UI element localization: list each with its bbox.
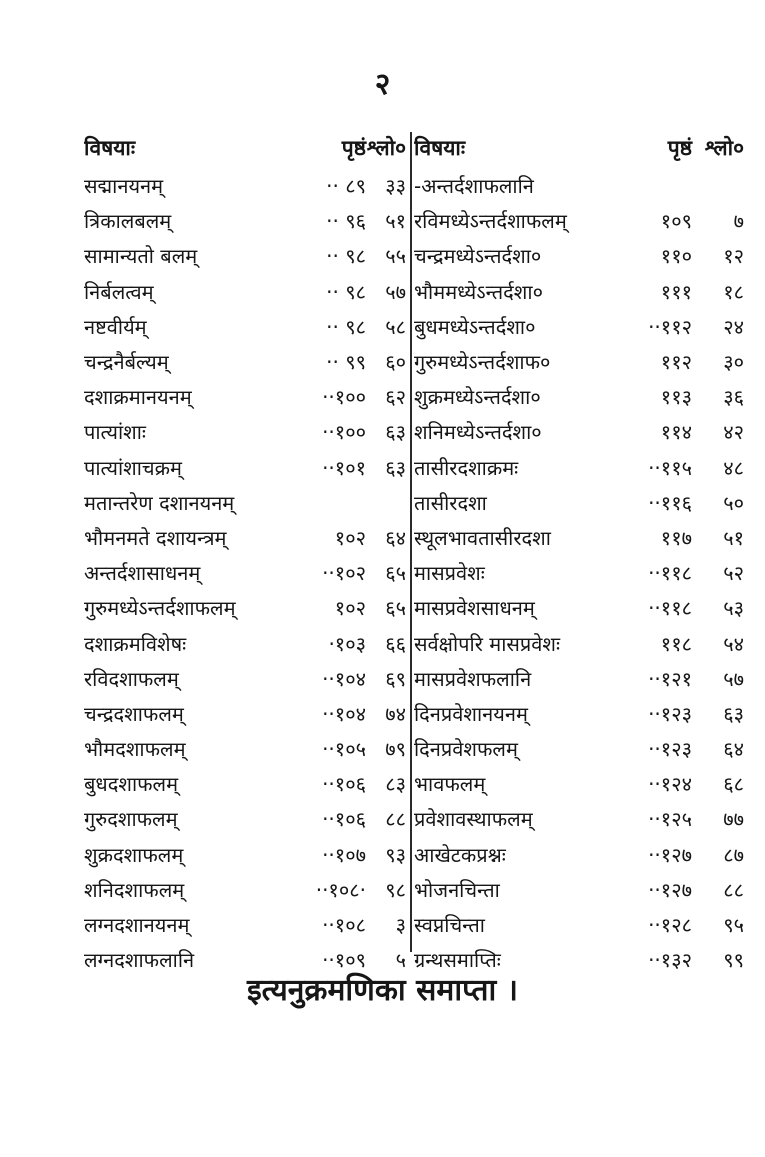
toc-page: ·· ९८ xyxy=(326,279,366,304)
left-header-row xyxy=(84,128,406,168)
toc-row xyxy=(414,731,744,766)
toc-sloka: ६२ xyxy=(385,385,406,410)
toc-page: ११० xyxy=(660,244,692,269)
toc-topic: मासप्रवेशफलानि xyxy=(414,666,532,691)
toc-sloka: ६५ xyxy=(385,561,406,586)
toc-sloka: ५८ xyxy=(385,314,406,339)
toc-sloka: ८७ xyxy=(723,842,744,867)
toc-topic: पात्यांशाचक्रम् xyxy=(84,455,182,480)
toc-sloka: ५१ xyxy=(385,209,406,234)
toc-sloka: ५४ xyxy=(723,631,744,656)
right-rows xyxy=(414,168,744,977)
toc-page: ··११५ xyxy=(648,455,692,480)
toc-sloka: ६९ xyxy=(385,666,406,691)
toc-row xyxy=(84,309,406,344)
toc-topic: सामान्यतो बलम् xyxy=(84,244,198,269)
toc-topic: मासप्रवेशः xyxy=(414,561,485,586)
toc-sloka: ३ xyxy=(395,913,406,938)
toc-row xyxy=(84,485,406,520)
toc-page: १०९ xyxy=(660,209,692,234)
toc-page: १११ xyxy=(660,279,692,304)
toc-topic: अन्तर्दशासाधनम् xyxy=(84,561,201,586)
toc-topic: बुधमध्येऽन्तर्दशा० xyxy=(414,314,536,339)
toc-topic: नष्टवीर्यम् xyxy=(84,314,147,339)
toc-page: ··१०० xyxy=(322,385,366,410)
toc-topic: -अन्तर्दशाफलानि xyxy=(414,174,534,199)
toc-page: ··१०७ xyxy=(322,842,366,867)
toc-sloka: ६८ xyxy=(723,772,744,797)
toc-topic: भौमनमते दशायन्त्रम् xyxy=(84,525,227,550)
toc-sloka: ५७ xyxy=(385,279,406,304)
toc-topic: प्रवेशावस्थाफलम् xyxy=(414,807,533,832)
toc-topic: गुरुमध्येऽन्तर्दशाफ० xyxy=(414,350,551,375)
toc-page: ·१०३ xyxy=(328,631,366,656)
page-number: २ xyxy=(374,67,391,102)
toc-row xyxy=(84,168,406,203)
toc-sloka: ५५ xyxy=(385,244,406,269)
toc-page: ·· ९६ xyxy=(326,209,366,234)
toc-page: ··१२१ xyxy=(648,666,692,691)
toc-sloka: ७७ xyxy=(723,807,744,832)
toc-topic: भोजनचिन्ता xyxy=(414,877,500,902)
toc-page: ११७ xyxy=(660,525,692,550)
toc-sloka: ५० xyxy=(723,490,744,515)
toc-sloka: ३३ xyxy=(385,174,406,199)
toc-sloka: ३६ xyxy=(723,385,744,410)
toc-topic: रविमध्येऽन्तर्दशाफलम् xyxy=(414,209,567,234)
toc-page: ··१२३ xyxy=(648,737,692,762)
toc-row xyxy=(414,766,744,801)
toc-topic: सद्मानयनम् xyxy=(84,174,164,199)
toc-page: ११३ xyxy=(660,385,692,410)
toc-topic: दशाक्रमविशेषः xyxy=(84,631,187,656)
right-column xyxy=(414,128,744,977)
column-divider xyxy=(410,132,412,952)
toc-page: ·· ८९ xyxy=(326,174,366,199)
toc-page: ··१०० xyxy=(322,420,366,445)
toc-sloka: २४ xyxy=(723,314,744,339)
toc-row xyxy=(84,625,406,660)
toc-row xyxy=(84,766,406,801)
toc-topic: दशाक्रमानयनम् xyxy=(84,385,192,410)
toc-row xyxy=(84,414,406,449)
toc-row xyxy=(414,309,744,344)
toc-page: ··११८ xyxy=(648,561,692,586)
toc-row xyxy=(414,837,744,872)
toc-topic: निर्बलत्वम् xyxy=(84,279,154,304)
toc-topic: शुक्रमध्येऽन्तर्दशा० xyxy=(414,385,541,410)
toc-topic: स्थूलभावतासीरदशा xyxy=(414,525,551,550)
toc-page: ··१२७ xyxy=(648,842,692,867)
toc-row xyxy=(414,274,744,309)
toc-topic: दिनप्रवेशानयनम् xyxy=(414,701,528,726)
toc-page: ११४ xyxy=(660,420,692,445)
toc-sloka: ६३ xyxy=(385,455,406,480)
toc-row xyxy=(84,555,406,590)
toc-page: ··१३२ xyxy=(648,948,692,973)
right-header-row xyxy=(414,128,744,168)
toc-page: १०२ xyxy=(334,525,366,550)
toc-sloka: १८ xyxy=(723,279,744,304)
toc-page: ··१०२ xyxy=(322,561,366,586)
toc-page: ··१०६ xyxy=(322,772,366,797)
toc-page: ·· ९८ xyxy=(326,244,366,269)
toc-row xyxy=(414,414,744,449)
toc-page: ११८ xyxy=(660,631,692,656)
toc-topic: पात्यांशाः xyxy=(84,420,146,445)
toc-topic: भावफलम् xyxy=(414,772,486,797)
toc-sloka: ९९ xyxy=(723,948,744,973)
toc-row xyxy=(84,590,406,625)
toc-page: ··१२५ xyxy=(648,807,692,832)
toc-row xyxy=(84,344,406,379)
toc-page: ··१२७ xyxy=(648,877,692,902)
toc-sloka: ९८ xyxy=(385,877,406,902)
left-page-header: पृष्ठं xyxy=(341,136,366,160)
toc-row xyxy=(414,625,744,660)
toc-sloka: ७ xyxy=(733,209,744,234)
toc-page: ··१०४ xyxy=(322,701,366,726)
left-column xyxy=(84,128,406,977)
toc-sloka: ८८ xyxy=(385,807,406,832)
toc-page: ··१०१ xyxy=(322,455,366,480)
toc-page: १०२ xyxy=(334,596,366,621)
toc-row xyxy=(414,907,744,942)
toc-page: ··११६ xyxy=(648,490,692,515)
toc-topic: गुरुदशाफलम् xyxy=(84,807,178,832)
toc-topic: भौमदशाफलम् xyxy=(84,737,186,762)
toc-topic: भौममध्येऽन्तर्दशा० xyxy=(414,279,543,304)
toc-sloka: ९५ xyxy=(723,913,744,938)
toc-topic: लग्नदशाफलानि xyxy=(84,948,195,973)
toc-sloka: ३० xyxy=(723,350,744,375)
toc-topic: लग्नदशानयनम् xyxy=(84,913,190,938)
right-topic-header: विषयाः xyxy=(414,136,466,160)
toc-sloka: ५७ xyxy=(723,666,744,691)
toc-sloka: ५१ xyxy=(723,525,744,550)
toc-row xyxy=(84,661,406,696)
toc-page: ··१०४ xyxy=(322,666,366,691)
toc-row xyxy=(414,168,744,203)
toc-row xyxy=(414,555,744,590)
toc-topic: मतान्तरेण दशानयनम् xyxy=(84,490,235,515)
toc-sloka: ७४ xyxy=(385,701,406,726)
toc-topic: शनिदशाफलम् xyxy=(84,877,185,902)
toc-topic: शुक्रदशाफलम् xyxy=(84,842,184,867)
toc-page: ·· ९८ xyxy=(326,314,366,339)
toc-row xyxy=(414,696,744,731)
toc-row xyxy=(84,274,406,309)
toc-topic: चन्द्रदशाफलम् xyxy=(84,701,184,726)
left-rows xyxy=(84,168,406,977)
toc-sloka: ५२ xyxy=(723,561,744,586)
toc-row xyxy=(414,872,744,907)
toc-sloka: ६४ xyxy=(385,525,406,550)
toc-topic: तासीरदशाक्रमः xyxy=(414,455,519,480)
toc-page: ··१२८ xyxy=(648,913,692,938)
toc-topic: स्वप्नचिन्ता xyxy=(414,913,485,938)
toc-row xyxy=(84,731,406,766)
toc-row xyxy=(84,696,406,731)
toc-page: ··१०६ xyxy=(322,807,366,832)
toc-topic: आखेटकप्रश्नः xyxy=(414,842,506,867)
toc-sloka: ८३ xyxy=(385,772,406,797)
toc-topic: चन्द्रमध्येऽन्तर्दशा० xyxy=(414,244,542,269)
toc-page: ·· ९९ xyxy=(326,350,366,375)
toc-row xyxy=(84,872,406,907)
toc-row xyxy=(414,450,744,485)
toc-row xyxy=(414,238,744,273)
toc-row xyxy=(84,837,406,872)
toc-topic: दिनप्रवेशफलम् xyxy=(414,737,518,762)
toc-sloka: ५ xyxy=(395,948,406,973)
toc-topic: तासीरदशा xyxy=(414,490,487,515)
toc-sloka: ६३ xyxy=(723,701,744,726)
toc-sloka: ८८ xyxy=(723,877,744,902)
toc-row xyxy=(414,801,744,836)
toc-row xyxy=(84,801,406,836)
toc-page: ··१२३ xyxy=(648,701,692,726)
toc-topic: सर्वक्षोपरि मासप्रवेशः xyxy=(414,631,561,656)
right-sloka-header: श्लो० xyxy=(704,136,744,160)
toc-page: ··१०९ xyxy=(322,948,366,973)
toc-page: ··१०८· xyxy=(315,877,366,902)
toc-topic: मासप्रवेशसाधनम् xyxy=(414,596,535,621)
toc-row xyxy=(84,907,406,942)
toc-row xyxy=(414,485,744,520)
toc-sloka: ५३ xyxy=(723,596,744,621)
toc-sloka: ६० xyxy=(385,350,406,375)
toc-topic: चन्द्रनैर्बल्यम् xyxy=(84,350,169,375)
toc-sloka: १२ xyxy=(723,244,744,269)
toc-row xyxy=(414,203,744,238)
toc-page: ··१२४ xyxy=(648,772,692,797)
toc-sloka: ९३ xyxy=(385,842,406,867)
toc-topic: गुरुमध्येऽन्तर्दशाफलम् xyxy=(84,596,236,621)
toc-page: ··१०८ xyxy=(322,913,366,938)
toc-page: ··१०५ xyxy=(322,737,366,762)
toc-page: ··११८ xyxy=(648,596,692,621)
toc-row xyxy=(84,379,406,414)
toc-row xyxy=(84,450,406,485)
toc-topic: ग्रन्थसमाप्तिः xyxy=(414,948,501,973)
toc-page: ११२ xyxy=(660,350,692,375)
toc-row xyxy=(414,379,744,414)
toc-page: ··११२ xyxy=(648,314,692,339)
right-page-header: पृष्ठं xyxy=(667,136,692,160)
toc-sloka: ६३ xyxy=(385,420,406,445)
closing-line: इत्यनुक्रमणिका समाप्ता । xyxy=(246,973,519,1008)
toc-topic: शनिमध्येऽन्तर्दशा० xyxy=(414,420,542,445)
toc-row xyxy=(84,238,406,273)
toc-sloka: ७९ xyxy=(385,737,406,762)
toc-topic: बुधदशाफलम् xyxy=(84,772,179,797)
toc-row xyxy=(84,203,406,238)
toc-row xyxy=(84,520,406,555)
toc-topic: रविदशाफलम् xyxy=(84,666,179,691)
toc-topic: त्रिकालबलम् xyxy=(84,209,172,234)
toc-row xyxy=(414,661,744,696)
left-topic-header: विषयाः xyxy=(84,136,136,160)
toc-sloka: ६६ xyxy=(385,631,406,656)
toc-row xyxy=(414,520,744,555)
toc-sloka: ६४ xyxy=(723,737,744,762)
toc-row xyxy=(414,590,744,625)
toc-row xyxy=(414,344,744,379)
toc-sloka: ६५ xyxy=(385,596,406,621)
toc-sloka: ४२ xyxy=(723,420,744,445)
toc-sloka: ४८ xyxy=(723,455,744,480)
left-sloka-header: श्लो० xyxy=(366,136,406,160)
